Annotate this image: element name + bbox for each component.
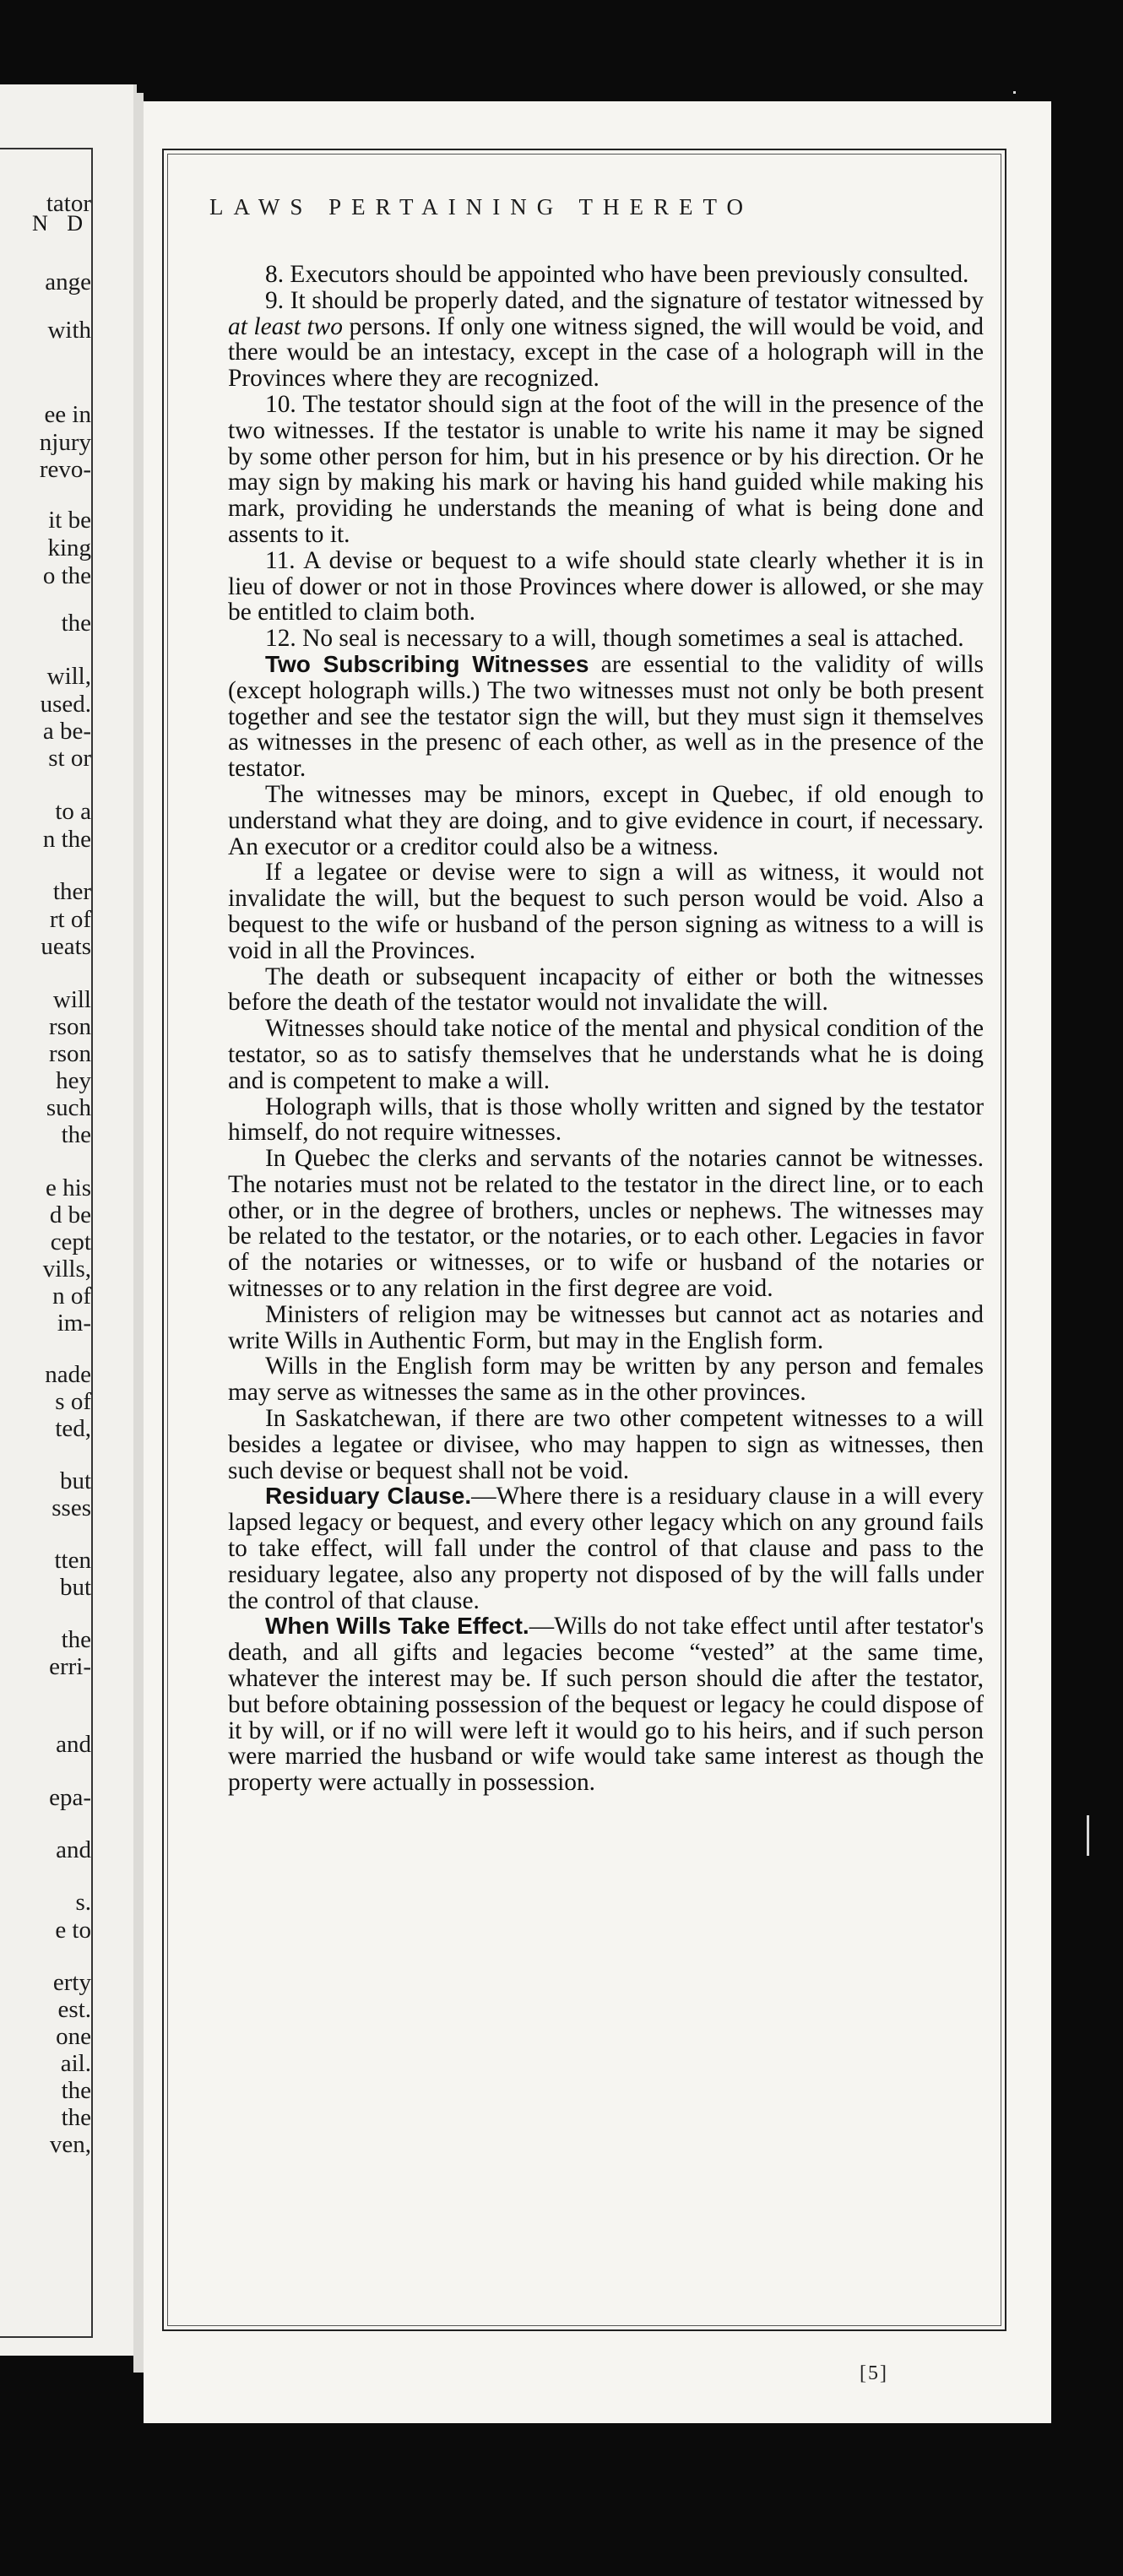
facing-page-line-fragment: ail.: [60, 2050, 91, 2077]
facing-page-line-fragment: with: [47, 317, 91, 344]
facing-page-line-fragment: but: [59, 1467, 91, 1494]
facing-page-line-fragment: and: [56, 1731, 91, 1758]
facing-page-line-fragment: n the: [42, 826, 91, 853]
facing-page-line-fragment: ven,: [49, 2131, 91, 2158]
document-page: [144, 101, 1051, 2423]
facing-page-line-fragment: o the: [42, 562, 91, 589]
witnesses-heading: Two Subscribing Witnesses: [265, 650, 589, 677]
facing-page-line-fragment: hey: [56, 1067, 91, 1094]
facing-page-line-fragment: epa-: [49, 1784, 91, 1811]
facing-page-line-fragment: erri-: [49, 1653, 91, 1680]
facing-page-line-fragment: the: [61, 1121, 91, 1148]
facing-page-line-fragment: ther: [52, 878, 91, 905]
facing-page-line-fragment: njury: [39, 429, 91, 456]
facing-page: [0, 84, 137, 2356]
facing-page-line-fragment: erty: [52, 1969, 91, 1996]
witnesses-paragraph: If a legatee or devise were to sign a will as witness, it would not invalidate the will, but the bequest to such person would be void. Also a bequest to the wife or husband of the person signing as witness to a will is void in all the Provinces.: [228, 859, 984, 964]
facing-page-line-fragment: est.: [57, 1996, 91, 2023]
facing-page-line-fragment: and: [56, 1836, 91, 1863]
facing-page-line-fragment: st or: [48, 745, 91, 772]
facing-page-line-fragment: s.: [75, 1889, 91, 1916]
facing-page-line-fragment: cept: [50, 1228, 91, 1255]
witnesses-paragraph: Wills in the English form may be written by any person and females may serve as witnesses the same as in the other provinces.: [228, 1353, 984, 1407]
witnesses-paragraph: In Saskatchewan, if there are two other competent witnesses to a will besides a legatee or divisee, who may happen to sign as witnesses, then such devise or bequest shall not be void.: [228, 1405, 984, 1484]
facing-page-line-fragment: e his: [46, 1174, 91, 1201]
facing-page-line-fragment: it be: [48, 507, 91, 534]
item-9: 9. It should be properly dated, and the signature of testator witnessed by at least two persons. If only one witness signed, the will would be void, and there would be an intestacy, except in the case of a holograph will in the Provinces where they are recognized.: [228, 286, 985, 393]
facing-page-line-fragment: but: [59, 1574, 91, 1601]
witnesses-paragraph: In Quebec the clerks and servants of the notaries cannot be witnesses. The notaries must not be related to the testator in the direct line, or to each other, or in the degree of brothers, uncles or nephews. The witnesses may be related to the testator, or the notaries, or to each other. Legacies in favor of the notaries or witnesses, or to wife or husband of the notaries or witnesses or to any relation in the first degree are void.: [228, 1145, 984, 1303]
witnesses-paragraph: Ministers of religion may be witnesses but cannot act as notaries and write Wills in Authentic Form, but may in the English form.: [228, 1300, 984, 1354]
facing-page-line-fragment: s of: [55, 1388, 91, 1415]
witnesses-paragraph: The witnesses may be minors, except in Quebec, if old enough to understand what they are doing, and to give evidence in court, if necessary. An executor or a creditor could also be a witness.: [228, 780, 984, 860]
facing-page-line-fragment: im-: [57, 1310, 91, 1337]
facing-page-line-fragment: to a: [55, 798, 91, 825]
facing-page-line-fragment: ueats: [41, 933, 91, 960]
effect-heading: When Wills Take Effect.: [265, 1613, 529, 1640]
book-gutter: [133, 93, 144, 2373]
body-text: [228, 262, 984, 1796]
facing-page-line-fragment: rson: [49, 1040, 91, 1067]
scan-speck: [1013, 91, 1016, 94]
facing-page-line-fragment: rson: [49, 1013, 91, 1040]
witnesses-paragraph: Witnesses should take notice of the mental and physical condition of the testator, so as to satisfy themselves that he understands what he is doing and is competent to make a will.: [228, 1015, 984, 1094]
facing-page-line-fragment: the: [61, 2077, 91, 2104]
residuary-paragraph: Residuary Clause.—Where there is a residuary clause in a will every lapsed legacy or bequest, and every other legacy which on any ground fails to take effect, will fall under the control of that clause and pass to the residuary legatee, also any property not disposed of by the will falls under the control of that clause.: [228, 1483, 984, 1614]
residuary-heading: Residuary Clause.: [265, 1483, 472, 1510]
facing-page-line-fragment: the: [61, 1626, 91, 1653]
facing-page-line-fragment: tten: [54, 1547, 91, 1574]
item-11: 11. A devise or bequest to a wife should state clearly whether it is in lieu of dower or not in those Provinces where dower is allowed, or she may be entitled to claim both.: [228, 546, 984, 626]
facing-page-line-fragment: will: [52, 986, 91, 1013]
witnesses-paragraph: The death or subsequent incapacity of either or both the witnesses before the death of the testator would not invalidate the will.: [228, 963, 984, 1017]
facing-page-line-fragment: such: [46, 1094, 91, 1121]
facing-page-line-fragment: tator: [46, 190, 91, 217]
facing-page-line-fragment: the: [61, 610, 91, 637]
facing-page-line-fragment: a be-: [42, 718, 91, 745]
facing-page-line-fragment: ee in: [44, 401, 91, 428]
facing-page-line-fragment: revo-: [39, 456, 91, 483]
facing-page-line-fragment: ange: [45, 268, 91, 296]
facing-page-line-fragment: will,: [46, 663, 91, 690]
facing-page-line-fragment: d be: [49, 1201, 91, 1228]
witnesses-paragraph: Two Subscribing Witnesses are essential to the validity of wills (except holograph wills.) The two witnesses must not only be both present together and see the testator sign the will, but they must sign it themselves as witnesses in the presenc of each other, as well as in the presence of the testator.: [228, 650, 984, 783]
item-8: 8. Executors should be appointed who have been previously consulted.: [265, 261, 969, 288]
facing-page-line-fragment: e to: [55, 1917, 91, 1944]
facing-page-line-fragment: used.: [40, 691, 91, 718]
effect-paragraph: When Wills Take Effect.—Wills do not take effect until after testator's death, and all gifts and legacies become “vested” at the same time, whatever the interest may be. If such person should die after the testator, but before obtaining possession of the bequest or legacy he could dispose of it by will, or if no will were left it would go to his heirs, and if such person were married the husband or wife would take same interest as though the property were actually in possession.: [228, 1613, 985, 1797]
scan-mark: [1087, 1815, 1089, 1856]
facing-page-line-fragment: sses: [52, 1494, 91, 1521]
running-head: LAWS PERTAINING THERETO: [209, 194, 754, 220]
facing-page-line-fragment: nade: [45, 1361, 91, 1388]
facing-page-line-fragment: the: [61, 2104, 91, 2131]
item-12: 12. No seal is necessary to a will, though sometimes a seal is attached.: [265, 625, 964, 653]
witnesses-paragraph: Holograph wills, that is those wholly written and signed by the testator himself, do not require witnesses.: [228, 1093, 984, 1147]
facing-page-line-fragment: vills,: [42, 1255, 91, 1283]
facing-page-line-fragment: ted,: [55, 1415, 91, 1442]
facing-page-line-fragment: n of: [52, 1283, 91, 1310]
facing-page-line-fragment: one: [56, 2023, 91, 2050]
facing-page-header: N D: [31, 211, 90, 236]
page-number: [5]: [860, 2362, 888, 2384]
facing-page-line-fragment: rt of: [49, 906, 91, 933]
item-10: 10. The testator should sign at the foot of the will in the presence of the two witnesses. If the testator is unable to write his name it may be signed by some other person for him, but in his presence or by his direction. Or he may sign by making his mark or having his hand guided while making his mark, providing he understands the meaning of what is being done and assents to it.: [228, 390, 984, 548]
facing-page-line-fragment: king: [47, 534, 91, 561]
